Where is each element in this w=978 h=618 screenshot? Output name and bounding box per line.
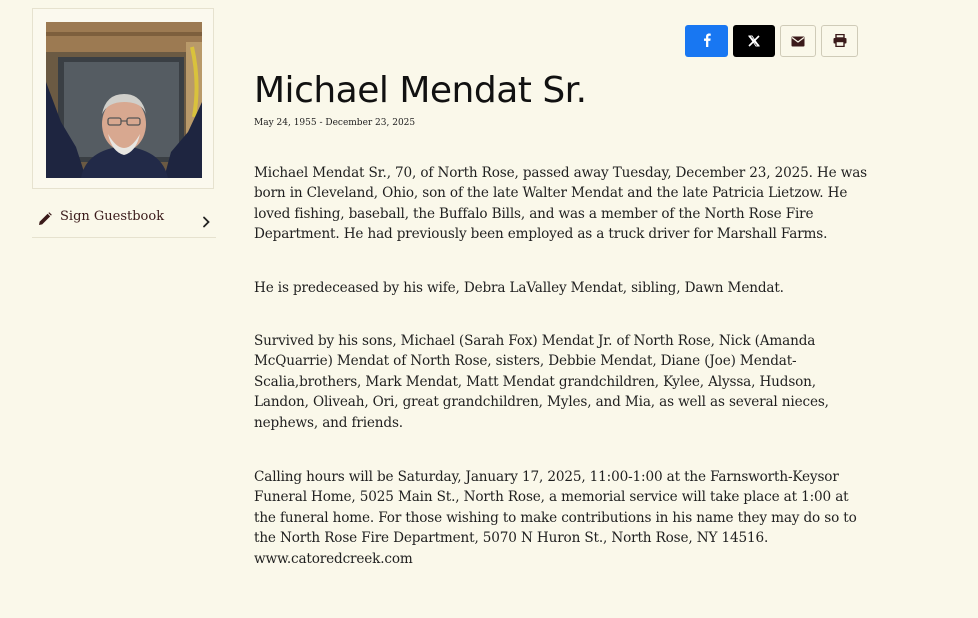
email-share-button[interactable] (780, 25, 816, 57)
chevron-right-icon (202, 213, 210, 225)
portrait-photo (46, 22, 202, 178)
obituary-paragraph: Survived by his sons, Michael (Sarah Fox) Mendat Jr. of North Rose, Nick (Amanda McQuarrie) Mendat of North Rose, sisters, Debbie Mendat, Diane (Joe) Mendat-Scalia,brothers, Mark Mendat, Matt Mendat grandchildren, Kylee, Alyssa, Hudson, Landon, Oliveah, Ori, great grandchildren, Myles, and Mia, as well as several nieces, nephews, and friends. (254, 333, 829, 431)
pencil-icon (38, 211, 52, 225)
x-share-button[interactable] (733, 25, 775, 57)
deceased-name: Michael Mendat Sr. (254, 70, 587, 111)
envelope-icon (791, 32, 805, 51)
portrait-frame (32, 8, 214, 189)
life-dates: May 24, 1955 - December 23, 2025 (254, 118, 416, 128)
sign-guestbook-label: Sign Guestbook (60, 209, 165, 224)
obituary-paragraph: Calling hours will be Saturday, January 17, 2025, 11:00-1:00 at the Farnsworth-Keysor Funeral Home, 5025 Main St., North Rose, a memorial service will take place at 1:00 at the funeral home. For those wishing to make contributions in his name they may do so to the North Rose Fire Department, 5070 N Huron St., North Rose, NY 14516. www.catoredcreek.com (254, 469, 857, 567)
obituary-paragraph: Michael Mendat Sr., 70, of North Rose, passed away Tuesday, December 23, 2025. He was born in Cleveland, Ohio, son of the late Walter Mendat and the late Patricia Lietzow. He loved fishing, baseball, the Buffalo Bills, and was a member of the North Rose Fire Department. He had previously been employed as a truck driver for Marshall Farms. (254, 165, 867, 243)
obituary-paragraph: He is predeceased by his wife, Debra LaValley Mendat, sibling, Dawn Mendat. (254, 280, 784, 296)
print-button[interactable] (821, 25, 858, 57)
x-icon (748, 32, 760, 51)
sign-guestbook-link[interactable] (32, 200, 216, 238)
printer-icon (833, 32, 847, 51)
facebook-share-button[interactable] (685, 25, 728, 57)
facebook-icon (702, 32, 712, 51)
